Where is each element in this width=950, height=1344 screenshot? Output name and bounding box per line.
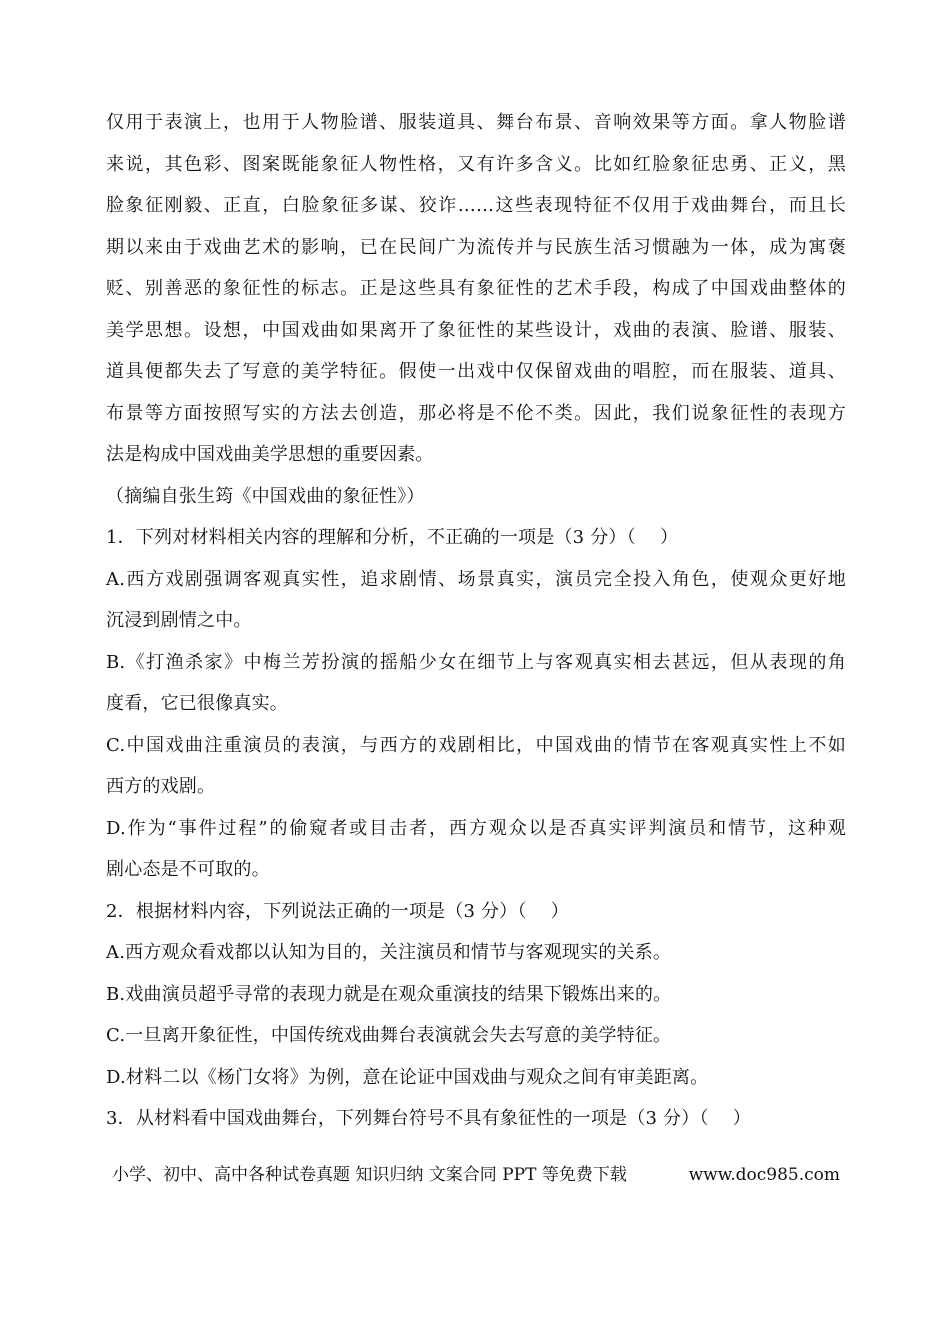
passage-line: 道具便都失去了写意的美学特征。假使一出戏中仅保留戏曲的唱腔，而在服装、道具、	[106, 361, 846, 382]
option-d-line-1: D.作为“事件过程”的偷窥者或目击者，西方观众以是否真实评判演员和情节，这种观	[106, 817, 846, 839]
passage-line: 布景等方面按照写实的方法去创造，那必将是不伦不类。因此，我们说象征性的表现方	[106, 402, 846, 424]
passage-line: 法是构成中国戏曲美学思想的重要因素。	[106, 444, 434, 465]
option-b: B.戏曲演员超乎寻常的表现力就是在观众重演技的结果下锻炼出来的。	[106, 983, 672, 1005]
option-a-line-1: A.西方戏剧强调客观真实性，追求剧情、场景真实，演员完全投入角色，使观众更好地	[106, 568, 846, 590]
question-2	[106, 891, 846, 1099]
footer-website: www.doc985.com	[688, 1165, 840, 1185]
option-b-line-2: 度看，它已很像真实。	[106, 693, 288, 714]
question-stem: 3．从材料看中国戏曲舞台，下列舞台符号不具有象征性的一项是（3 分）（ ）	[106, 1108, 751, 1129]
question-stem: 2．根据材料内容，下列说法正确的一项是（3 分）（ ）	[106, 900, 569, 922]
option-d: D.材料二以《杨门女将》为例，意在论证中国戏曲与观众之间有审美距离。	[106, 1066, 709, 1088]
passage-line: 期以来由于戏曲艺术的影响，已在民间广为流传并与民族生活习惯融为一体，成为寓褒	[106, 236, 846, 258]
option-b-line-1: B.《打渔杀家》中梅兰芳扮演的摇船少女在细节上与客观真实相去甚远，但从表现的角	[106, 651, 846, 673]
passage-line: 来说，其色彩、图案既能象征人物性格，又有许多含义。比如红脸象征忠勇、正义，黑	[106, 153, 846, 175]
passage	[106, 102, 846, 517]
question-1	[106, 517, 846, 891]
option-c-line-1: C.中国戏曲注重演员的表演，与西方的戏剧相比，中国戏曲的情节在客观真实性上不如	[106, 734, 846, 756]
option-a: A.西方观众看戏都以认知为目的，关注演员和情节与客观现实的关系。	[106, 942, 672, 963]
question-stem: 1．下列对材料相关内容的理解和分析，不正确的一项是（3 分）（ ）	[106, 527, 679, 548]
page-footer	[112, 1160, 840, 1190]
passage-source: （摘编自张生筠《中国戏曲的象征性》）	[106, 485, 425, 507]
passage-line: 脸象征刚毅、正直，白脸象征多谋、狡诈……这些表现特征不仅用于戏曲舞台，而且长	[106, 195, 846, 216]
passage-line: 贬、别善恶的象征性的标志。正是这些具有象征性的艺术手段，构成了中国戏曲整体的	[106, 278, 846, 299]
document-body	[106, 102, 846, 1140]
option-d-line-2: 剧心态是不可取的。	[106, 859, 270, 880]
option-a-line-2: 沉浸到剧情之中。	[106, 610, 252, 631]
footer-promo-text: 小学、初中、高中各种试卷真题 知识归纳 文案合同 PPT 等免费下载	[112, 1165, 627, 1185]
passage-line: 美学思想。设想，中国戏曲如果离开了象征性的某些设计，戏曲的表演、脸谱、服装、	[106, 319, 846, 341]
option-c-line-2: 西方的戏剧。	[106, 776, 216, 797]
question-3	[106, 1098, 846, 1140]
passage-line: 仅用于表演上，也用于人物脸谱、服装道具、舞台布景、音响效果等方面。拿人物脸谱	[106, 112, 846, 133]
option-c: C.一旦离开象征性，中国传统戏曲舞台表演就会失去写意的美学特征。	[106, 1025, 672, 1046]
